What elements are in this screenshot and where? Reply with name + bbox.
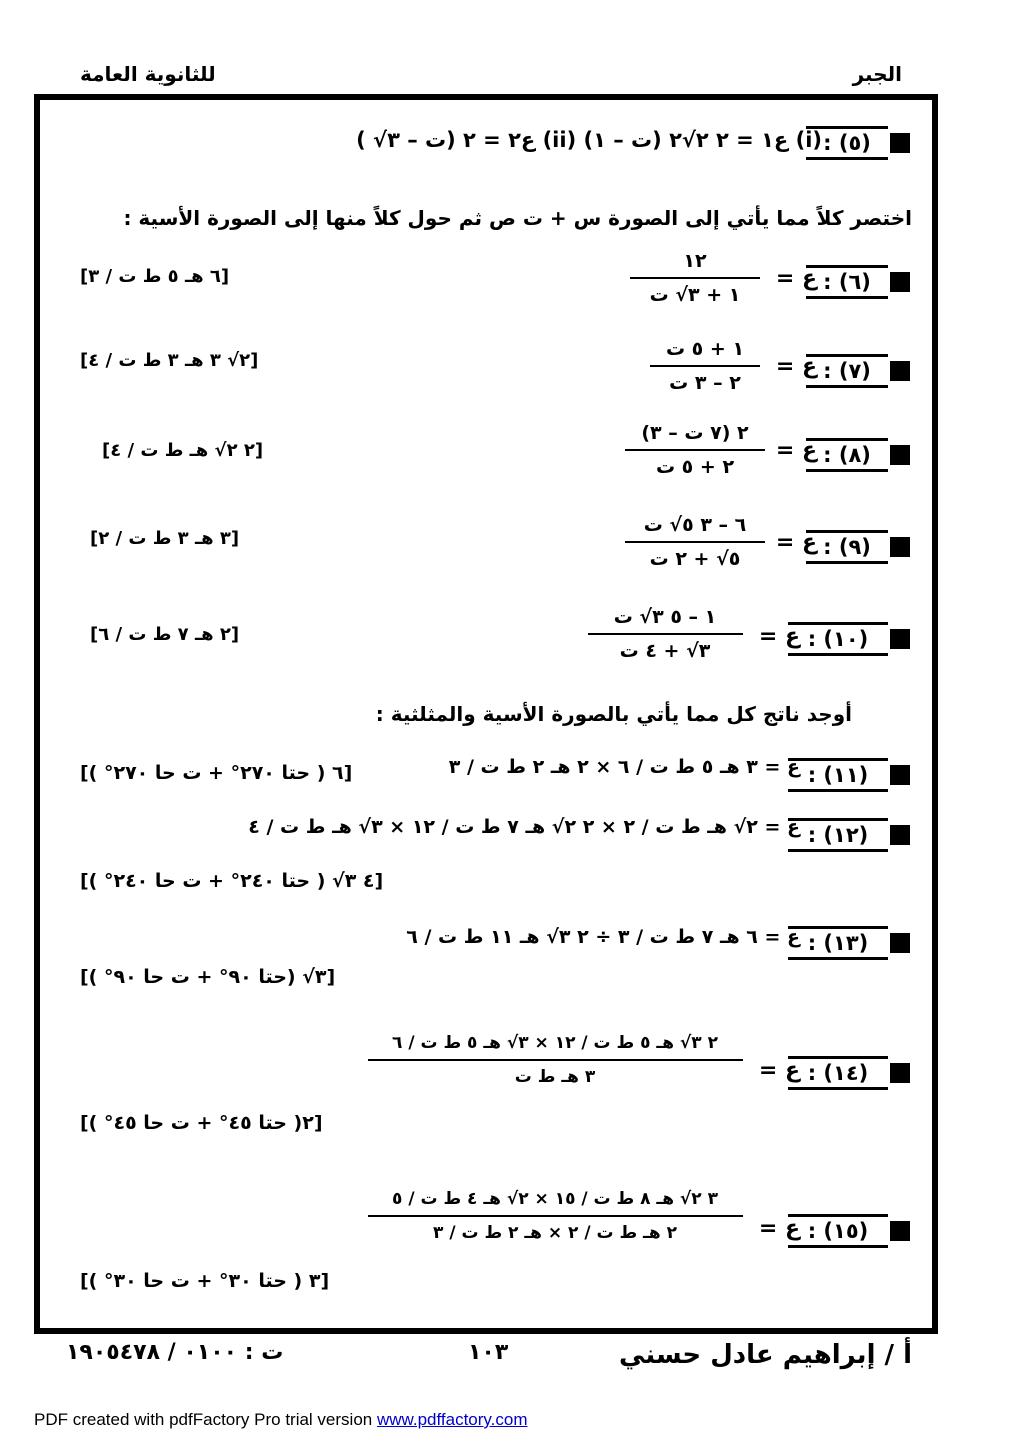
- bullet-square-icon: [890, 629, 910, 649]
- problem-8-fraction: [620, 420, 770, 480]
- problem-9-lhs: ع =: [775, 530, 817, 555]
- problem-8-answer: [٢ ٢√ هـ ط ت / ٤]: [102, 440, 264, 461]
- problem-14-fraction: [365, 1030, 745, 1090]
- bullet-square-icon: [890, 445, 910, 465]
- problem-9-answer: [٣ هـ ٣ ط ت / ٢]: [90, 528, 240, 549]
- numerator: ٦ – ٣ ٥√ ت: [643, 514, 747, 536]
- denominator: ٥√ + ٢ ت: [649, 548, 741, 570]
- numerator: ١٢: [683, 250, 707, 272]
- problem-13-expression: ع = ٦ هـ ٧ ط ت / ٣ ÷ ٢ ٣√ هـ ١١ ط ت / ٦: [406, 926, 800, 948]
- problem-7-answer: [٢√ ٣ هـ ٣ ط ت / ٤]: [80, 350, 259, 371]
- problem-10-answer: [٢ هـ ٧ ط ت / ٦]: [90, 624, 240, 645]
- problem-7-fraction: [645, 336, 765, 396]
- problem-7-lhs: ع =: [775, 354, 817, 379]
- problem-7-number: : (٧): [806, 354, 910, 388]
- problem-6-lhs: ع =: [775, 266, 817, 291]
- bullet-square-icon: [890, 825, 910, 845]
- header-subject-right: الجبر: [852, 62, 902, 86]
- numerator: ٣ ٢√ هـ ٨ ط ت / ١٥ × ٢√ هـ ٤ ط ت / ٥: [392, 1189, 718, 1209]
- pdffactory-link[interactable]: www.pdffactory.com: [376, 1410, 528, 1429]
- section-2-title: أوجد ناتج كل مما يأتي بالصورة الأسية والمثلثية :: [375, 702, 852, 726]
- header-subject-left: للثانوية العامة: [80, 62, 216, 86]
- problem-10-lhs: ع =: [758, 624, 800, 649]
- numerator: ١ – ٥ ٣√ ت: [613, 606, 717, 628]
- problem-10-fraction: [585, 604, 745, 664]
- bullet-square-icon: [890, 933, 910, 953]
- problem-15-fraction: [365, 1186, 745, 1246]
- bullet-square-icon: [890, 133, 910, 153]
- bullet-square-icon: [890, 272, 910, 292]
- numerator: ٢ ٣√ هـ ٥ ط ت / ١٢ × ٣√ هـ ٥ ط ت / ٦: [392, 1033, 718, 1053]
- denominator: ٢ – ٣ ت: [669, 372, 741, 394]
- problem-6-answer: [٦ هـ ٥ ط ت / ٣]: [80, 266, 230, 287]
- problem-11-answer: [٦ ( حتا ٢٧٠° + ت حا ٢٧٠° )]: [80, 762, 353, 784]
- bullet-square-icon: [890, 537, 910, 557]
- numerator: ٢ (٧ ت – ٣): [641, 422, 749, 444]
- problem-14-lhs: ع =: [758, 1058, 800, 1083]
- bullet-square-icon: [890, 361, 910, 381]
- problem-5-expression: (i) ع١ = ٢ ٢√٢ (ت – ١) (ii) ع٢ = ٢ (ت – ٣√ ): [356, 128, 822, 152]
- denominator: ٢ + ٥ ت: [655, 456, 735, 478]
- pdf-note-text: PDF created with pdfFactory Pro trial version: [34, 1410, 377, 1429]
- denominator: ٣√ + ٤ ت: [619, 640, 711, 662]
- problem-12-answer: [٤ ٣√ ( حتا ٢٤٠° + ت حا ٢٤٠° )]: [80, 870, 384, 892]
- section-1-title: اختصر كلاً مما يأتي إلى الصورة س + ت ص ثم حول كلاً منها إلى الصورة الأسية :: [123, 206, 912, 230]
- content-frame: [34, 94, 938, 1334]
- problem-10-number: : (١٠): [788, 622, 910, 656]
- problem-9-number: : (٩): [806, 530, 910, 564]
- problem-12-expression: ع = ٢√ هـ ط ت / ٢ × ٢ ٢√ هـ ٧ ط ت / ١٢ × ٣√ هـ ط ت / ٤: [248, 816, 800, 838]
- problem-9-fraction: [620, 512, 770, 572]
- problem-13-number: : (١٣): [788, 926, 910, 960]
- pdf-creator-note: [34, 1410, 528, 1430]
- denominator: ١ + ٣√ ت: [649, 284, 741, 306]
- footer-author: أ / إبراهيم عادل حسني: [619, 1340, 912, 1370]
- problem-5-number: : (٥): [806, 126, 910, 160]
- problem-8-number: : (٨): [806, 438, 910, 472]
- problem-15-lhs: ع =: [758, 1216, 800, 1241]
- problem-12-number: : (١٢): [788, 818, 910, 852]
- problem-6-fraction: [625, 248, 765, 308]
- problem-13-answer: [٣√ (حتا ٩٠° + ت حا ٩٠° )]: [80, 966, 336, 988]
- problem-15-number: : (١٥): [788, 1214, 910, 1248]
- denominator: ٣ هـ ط ت: [514, 1067, 596, 1087]
- footer-phone: ت : ٠١٠٠ / ١٩٠٥٤٧٨: [66, 1340, 284, 1365]
- problem-8-lhs: ع =: [775, 438, 817, 463]
- bullet-square-icon: [890, 1063, 910, 1083]
- bullet-square-icon: [890, 765, 910, 785]
- numerator: ١ + ٥ ت: [665, 338, 745, 360]
- problem-11-number: : (١١): [788, 758, 910, 792]
- problem-11-expression: ع = ٣ هـ ٥ ط ت / ٦ × ٢ هـ ٢ ط ت / ٣: [448, 756, 800, 778]
- bullet-square-icon: [890, 1221, 910, 1241]
- footer-page-number: ١٠٣: [468, 1340, 509, 1365]
- problem-6-number: : (٦): [806, 265, 910, 299]
- denominator: ٢ هـ ط ت / ٢ × هـ ٢ ط ت / ٣: [433, 1223, 677, 1243]
- problem-14-answer: [٢( حتا ٤٥° + ت حا ٤٥° )]: [80, 1112, 323, 1134]
- problem-15-answer: [٣ ( حتا ٣٠° + ت حا ٣٠° )]: [80, 1270, 330, 1292]
- problem-14-number: : (١٤): [788, 1056, 910, 1090]
